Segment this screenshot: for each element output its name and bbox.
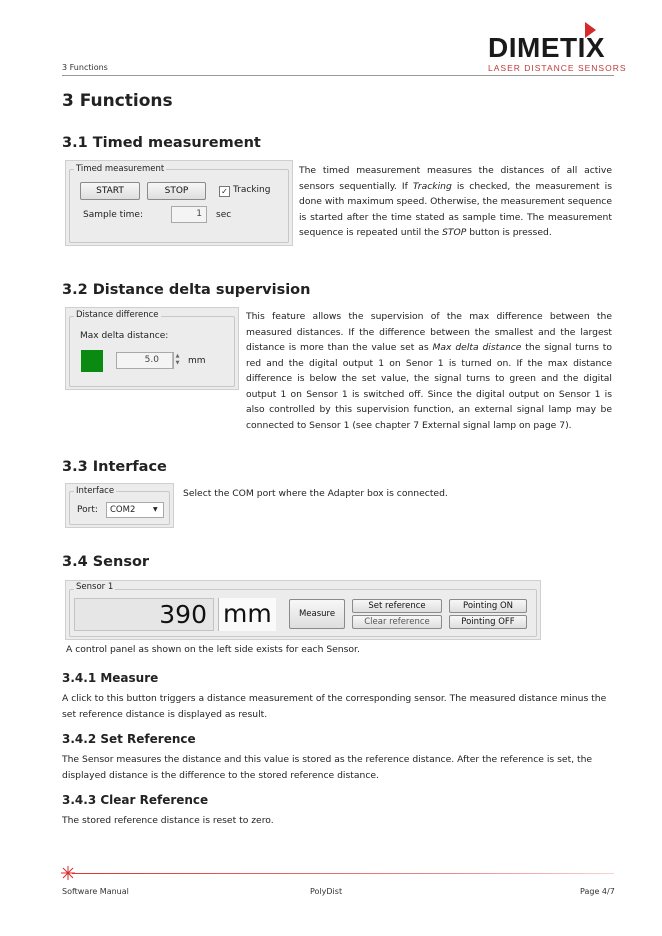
max-delta-input[interactable]: 5.0 [116, 352, 174, 369]
spin-arrows-icon[interactable]: ▲ ▼ [172, 353, 182, 368]
group-label: Distance difference [76, 310, 159, 320]
chapter-label: 3 Functions [62, 63, 108, 72]
start-button[interactable]: START [80, 182, 140, 200]
port-select[interactable] [106, 502, 164, 518]
port-label: Port: [77, 505, 98, 515]
max-delta-unit: mm [188, 356, 206, 366]
distance-unit: mm [218, 598, 276, 631]
group-label: Interface [76, 486, 115, 496]
brand-logo: DIMETIX [488, 32, 606, 63]
tracking-checkbox[interactable]: ✓ [219, 186, 230, 197]
tracking-label: Tracking [233, 185, 271, 195]
chapter-title: 3 Functions [62, 91, 173, 111]
footer-left: Software Manual [62, 887, 129, 896]
sample-time-input[interactable]: 1 [171, 206, 207, 223]
footer-center: PolyDist [310, 887, 343, 896]
footer-divider [72, 873, 614, 874]
sensor-panel [65, 580, 541, 640]
pointing-off-button[interactable]: Pointing OFF [449, 615, 527, 629]
set-reference-button[interactable]: Set reference [352, 599, 442, 613]
section-heading-interface: 3.3 Interface [62, 459, 167, 475]
brand-subtitle: LASER DISTANCE SENSORS [488, 63, 627, 73]
distance-delta-description: This feature allows the supervision of the max difference between the measured distances. If the difference between the smallest and the largest distance is more than the value set as Max delta distance the signal turns to red and the digital output 1 on Senor 1 is turned on. If the max distance difference is below the set value, the signal turns to green and the digital output 1 on Sensor 1 is switched off. Since the digital output on Sensor 1 is also controlled by this supervision function, an external signal lamp may be connected to Sensor 1 (see chapter 7 External signal lamp on page 7). [246, 311, 612, 431]
section-heading-distance-delta: 3.2 Distance delta supervision [62, 282, 311, 298]
sensor-caption: A control panel as shown on the left side exists for each Sensor. [66, 644, 360, 655]
interface-description: Select the COM port where the Adapter box is connected. [183, 488, 448, 499]
subsection-heading-measure: 3.4.1 Measure [62, 671, 159, 685]
group-label: Timed measurement [76, 164, 165, 174]
section-heading-timed-measurement: 3.1 Timed measurement [62, 135, 261, 151]
group-label: Sensor 1 [76, 582, 114, 592]
chevron-down-icon: ▼ [153, 506, 158, 513]
set-reference-description: The Sensor measures the distance and this value is stored as the reference distance. After the reference is set, the displayed distance is the difference to the stored reference distance. [62, 754, 593, 781]
sample-time-unit: sec [216, 210, 232, 220]
distance-display: 390 [74, 598, 214, 631]
distance-difference-panel [65, 307, 239, 390]
max-delta-label: Max delta distance: [80, 331, 169, 341]
measure-button[interactable]: Measure [289, 599, 345, 629]
clear-reference-button[interactable]: Clear reference [352, 615, 442, 629]
sample-time-label: Sample time: [83, 210, 143, 220]
subsection-heading-clear-reference: 3.4.3 Clear Reference [62, 793, 209, 807]
measure-description: A click to this button triggers a distance measurement of the corresponding sensor. The measured distance minus the set reference distance is displayed as result. [62, 693, 607, 720]
subsection-heading-set-reference: 3.4.2 Set Reference [62, 732, 196, 746]
header-divider [62, 75, 614, 76]
page-number: Page 4/7 [580, 887, 615, 896]
port-select-value: COM2 [110, 505, 136, 515]
timed-measurement-panel [65, 160, 293, 246]
stop-button[interactable]: STOP [147, 182, 206, 200]
interface-panel [65, 483, 174, 528]
pointing-on-button[interactable]: Pointing ON [449, 599, 527, 613]
signal-indicator [81, 350, 103, 372]
clear-reference-description: The stored reference distance is reset to zero. [62, 815, 274, 826]
logo-accent-icon [582, 22, 598, 38]
timed-measurement-description: The timed measurement measures the distances of all active sensors sequentially. If Tracking is checked, the measurement is done with maximum speed. Otherwise, the measurement sequence is started after the time stated as sample time. The measurement sequence is repeated until the STOP button is pressed. [299, 165, 612, 238]
section-heading-sensor: 3.4 Sensor [62, 554, 150, 570]
